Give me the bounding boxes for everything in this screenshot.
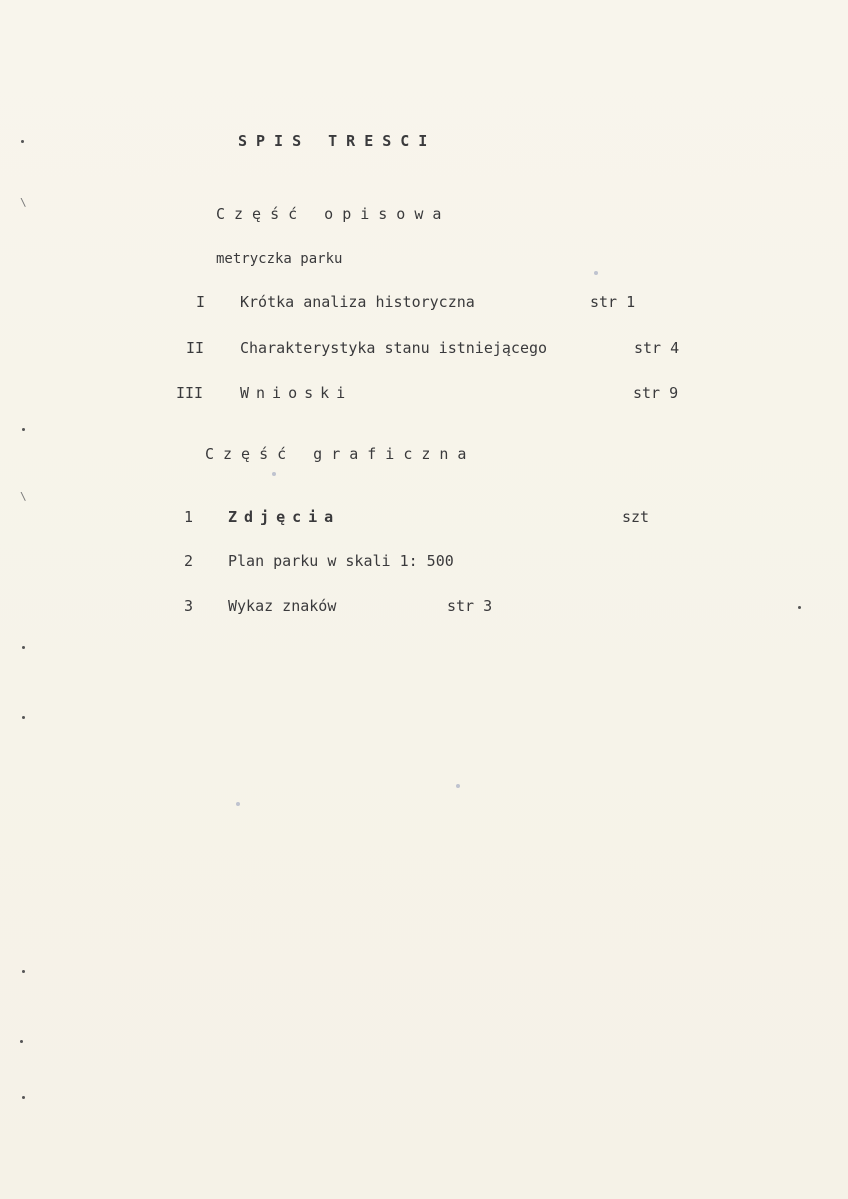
toc-label: Charakterystyka stanu istniejącego [240,339,548,357]
paper-speck [20,1040,23,1043]
toc-num: II [186,339,205,357]
toc-page: str 9 [633,384,679,402]
part2-heading: Część graficzna [205,445,476,463]
paper-speck [236,802,240,806]
paper-speck [22,970,25,973]
paper-speck [22,428,25,431]
toc-label: Plan parku w skali 1: 500 [228,552,454,570]
toc-label: Wykaz znaków [228,597,337,615]
toc-label: Wnioski [240,384,353,402]
paper-speck [22,716,25,719]
paper-speck [456,784,460,788]
page-title: SPIS TRESCI [238,132,437,150]
toc-num: 3 [184,597,194,615]
toc-page: str 4 [634,339,680,357]
toc-num: III [176,384,204,402]
paper-speck [272,472,276,476]
paper-speck: \ [20,490,27,503]
part1-heading: Część opisowa [216,205,451,223]
part1-preface: metryczka parku [216,251,343,267]
toc-page: str 3 [447,597,493,615]
paper-speck [22,1096,25,1099]
paper-speck [798,606,801,609]
paper-speck [21,140,24,143]
paper-speck [22,646,25,649]
toc-num: I [196,293,206,311]
toc-page: szt [622,508,650,526]
toc-label: Zdjęcia [228,508,341,526]
toc-label: Krótka analiza historyczna [240,293,475,311]
toc-num: 2 [184,552,194,570]
toc-num: 1 [184,508,194,526]
paper-speck [594,271,598,275]
toc-page: str 1 [590,293,636,311]
paper-speck: \ [20,196,27,209]
